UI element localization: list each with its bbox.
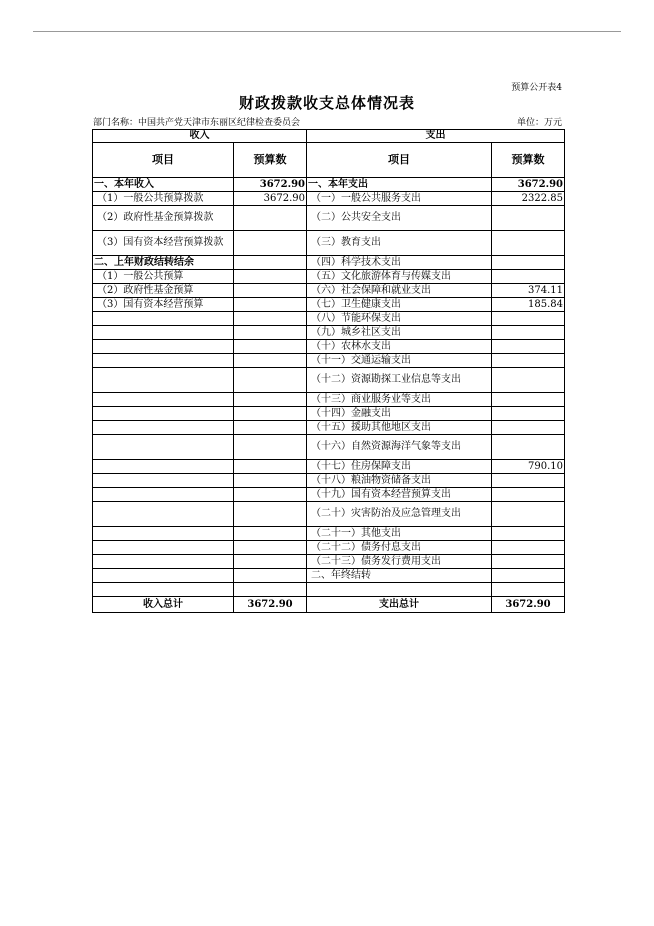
expense-amount-cell: 3672.90: [492, 178, 565, 192]
table-row: [93, 583, 565, 597]
table-row: [93, 206, 565, 231]
income-amount-cell: [234, 583, 307, 597]
income-amount-cell: [234, 393, 307, 407]
expense-item-cell: （二十）灾害防治及应急管理支出: [307, 502, 492, 527]
expense-item-header: 项目: [307, 143, 492, 178]
expense-item-cell: （十二）资源勘探工业信息等支出: [307, 368, 492, 393]
income-item-cell: （1）一般公共预算: [93, 270, 234, 284]
expense-amount-cell: [492, 555, 565, 569]
table-body: [93, 178, 565, 597]
expense-total-label: 支出总计: [307, 597, 492, 613]
expense-item-cell: （十八）粮油物资储备支出: [307, 474, 492, 488]
table-row: [93, 231, 565, 256]
income-item-cell: [93, 569, 234, 583]
income-total-label: 收入总计: [93, 597, 234, 613]
expense-item-cell: （二十二）债务付息支出: [307, 541, 492, 555]
table-row: [93, 284, 565, 298]
expense-amount-cell: [492, 435, 565, 460]
income-item-cell: （3）国有资本经营预算: [93, 298, 234, 312]
table-row: [93, 326, 565, 340]
page-title: 财政拨款收支总体情况表: [238, 94, 415, 112]
expense-amount-cell: [492, 231, 565, 256]
table-row: [93, 488, 565, 502]
income-amount-cell: [234, 502, 307, 527]
income-amount-cell: [234, 231, 307, 256]
department-name: 部门名称：中国共产党天津市东丽区纪律检查委员会: [93, 118, 301, 128]
expense-item-cell: （八）节能环保支出: [307, 312, 492, 326]
expense-item-cell: （一）一般公共服务支出: [307, 192, 492, 206]
expense-amount-cell: [492, 326, 565, 340]
income-item-cell: [93, 583, 234, 597]
table-row: [93, 178, 565, 192]
income-item-cell: [93, 393, 234, 407]
expense-item-cell: （二十一）其他支出: [307, 527, 492, 541]
table-row: [93, 354, 565, 368]
income-amount-cell: [234, 421, 307, 435]
expense-item-cell: （十四）金融支出: [307, 407, 492, 421]
income-item-cell: 一、本年收入: [93, 178, 234, 192]
table-row: [93, 435, 565, 460]
income-amount-cell: [234, 298, 307, 312]
expense-amount-cell: 2322.85: [492, 192, 565, 206]
income-amount-cell: [234, 407, 307, 421]
income-item-cell: （2）政府性基金预算: [93, 284, 234, 298]
income-amount-cell: [234, 340, 307, 354]
table-row: [93, 298, 565, 312]
expense-item-cell: （十七）住房保障支出: [307, 460, 492, 474]
table-row: [93, 256, 565, 270]
income-item-cell: [93, 460, 234, 474]
income-total-value: 3672.90: [234, 597, 307, 613]
expense-amount-cell: 185.84: [492, 298, 565, 312]
income-amount-cell: [234, 256, 307, 270]
expense-item-cell: （九）城乡社区支出: [307, 326, 492, 340]
income-item-cell: [93, 527, 234, 541]
expense-item-cell: （十六）自然资源海洋气象等支出: [307, 435, 492, 460]
expense-item-cell: （二）公共安全支出: [307, 206, 492, 231]
income-item-cell: （2）政府性基金预算拨款: [93, 206, 234, 231]
income-amount-cell: [234, 284, 307, 298]
expense-amount-cell: [492, 354, 565, 368]
table-row: [93, 192, 565, 206]
table-row: [93, 541, 565, 555]
expense-item-cell: （十一）交通运输支出: [307, 354, 492, 368]
expense-amount-cell: [492, 340, 565, 354]
income-item-cell: [93, 541, 234, 555]
income-item-cell: [93, 555, 234, 569]
column-header-row: [93, 143, 565, 178]
income-amount-cell: [234, 206, 307, 231]
form-number: 预算公开表4: [511, 83, 562, 93]
expense-amount-cell: 790.10: [492, 460, 565, 474]
income-amount-cell: [234, 435, 307, 460]
income-item-cell: [93, 326, 234, 340]
expense-amount-cell: [492, 583, 565, 597]
expense-amount-cell: [492, 393, 565, 407]
income-item-cell: [93, 340, 234, 354]
income-item-cell: 二、上年财政结转结余: [93, 256, 234, 270]
table-row: [93, 421, 565, 435]
total-row: [93, 597, 565, 613]
expense-amount-cell: 374.11: [492, 284, 565, 298]
income-amount-cell: [234, 474, 307, 488]
expense-item-cell: （三）教育支出: [307, 231, 492, 256]
expense-amount-cell: [492, 206, 565, 231]
income-amount-cell: [234, 460, 307, 474]
table-row: [93, 569, 565, 583]
income-amount-cell: [234, 555, 307, 569]
table-row: [93, 460, 565, 474]
expense-item-cell: [307, 583, 492, 597]
expense-amount-cell: [492, 421, 565, 435]
table-row: [93, 368, 565, 393]
income-amount-cell: [234, 312, 307, 326]
expense-amount-cell: [492, 488, 565, 502]
table-row: [93, 270, 565, 284]
budget-table: [92, 129, 565, 613]
expense-item-cell: 一、本年支出: [307, 178, 492, 192]
section-header-row: [93, 130, 565, 143]
expense-section-header: 支出: [307, 130, 565, 143]
expense-amount-cell: [492, 527, 565, 541]
income-item-cell: [93, 354, 234, 368]
table-row: [93, 502, 565, 527]
income-item-cell: [93, 488, 234, 502]
table-row: [93, 340, 565, 354]
income-amount-cell: 3672.90: [234, 178, 307, 192]
expense-item-cell: （四）科学技术支出: [307, 256, 492, 270]
table-row: [93, 312, 565, 326]
expense-amount-cell: [492, 407, 565, 421]
income-section-header: 收入: [93, 130, 307, 143]
expense-item-cell: （六）社会保障和就业支出: [307, 284, 492, 298]
income-item-cell: [93, 368, 234, 393]
table-row: [93, 407, 565, 421]
expense-amount-cell: [492, 256, 565, 270]
income-item-cell: [93, 474, 234, 488]
expense-item-cell: （二十三）债务发行费用支出: [307, 555, 492, 569]
income-item-cell: [93, 435, 234, 460]
income-amount-cell: [234, 527, 307, 541]
expense-item-cell: （十三）商业服务业等支出: [307, 393, 492, 407]
income-amount-cell: [234, 326, 307, 340]
income-amount-cell: [234, 354, 307, 368]
income-amount-header: 预算数: [234, 143, 307, 178]
income-amount-cell: 3672.90: [234, 192, 307, 206]
expense-amount-cell: [492, 270, 565, 284]
income-amount-cell: [234, 270, 307, 284]
income-amount-cell: [234, 541, 307, 555]
expense-amount-cell: [492, 502, 565, 527]
income-amount-cell: [234, 569, 307, 583]
income-item-cell: （1）一般公共预算拨款: [93, 192, 234, 206]
table-row: [93, 474, 565, 488]
income-item-cell: [93, 407, 234, 421]
income-amount-cell: [234, 368, 307, 393]
income-item-cell: [93, 502, 234, 527]
table-row: [93, 527, 565, 541]
expense-amount-cell: [492, 541, 565, 555]
income-item-cell: [93, 312, 234, 326]
table-row: [93, 555, 565, 569]
expense-item-cell: （十五）援助其他地区支出: [307, 421, 492, 435]
income-item-header: 项目: [93, 143, 234, 178]
expense-item-cell: （七）卫生健康支出: [307, 298, 492, 312]
income-amount-cell: [234, 488, 307, 502]
expense-item-cell: （五）文化旅游体育与传媒支出: [307, 270, 492, 284]
income-item-cell: [93, 421, 234, 435]
expense-item-cell: （十）农林水支出: [307, 340, 492, 354]
expense-item-cell: （十九）国有资本经营预算支出: [307, 488, 492, 502]
unit-label: 单位：万元: [516, 118, 562, 128]
income-item-cell: （3）国有资本经营预算拨款: [93, 231, 234, 256]
expense-amount-cell: [492, 312, 565, 326]
expense-amount-cell: [492, 569, 565, 583]
top-rule: [33, 31, 621, 32]
table-row: [93, 393, 565, 407]
expense-amount-cell: [492, 368, 565, 393]
expense-item-cell: 二、年终结转: [307, 569, 492, 583]
expense-amount-cell: [492, 474, 565, 488]
expense-total-value: 3672.90: [492, 597, 565, 613]
expense-amount-header: 预算数: [492, 143, 565, 178]
